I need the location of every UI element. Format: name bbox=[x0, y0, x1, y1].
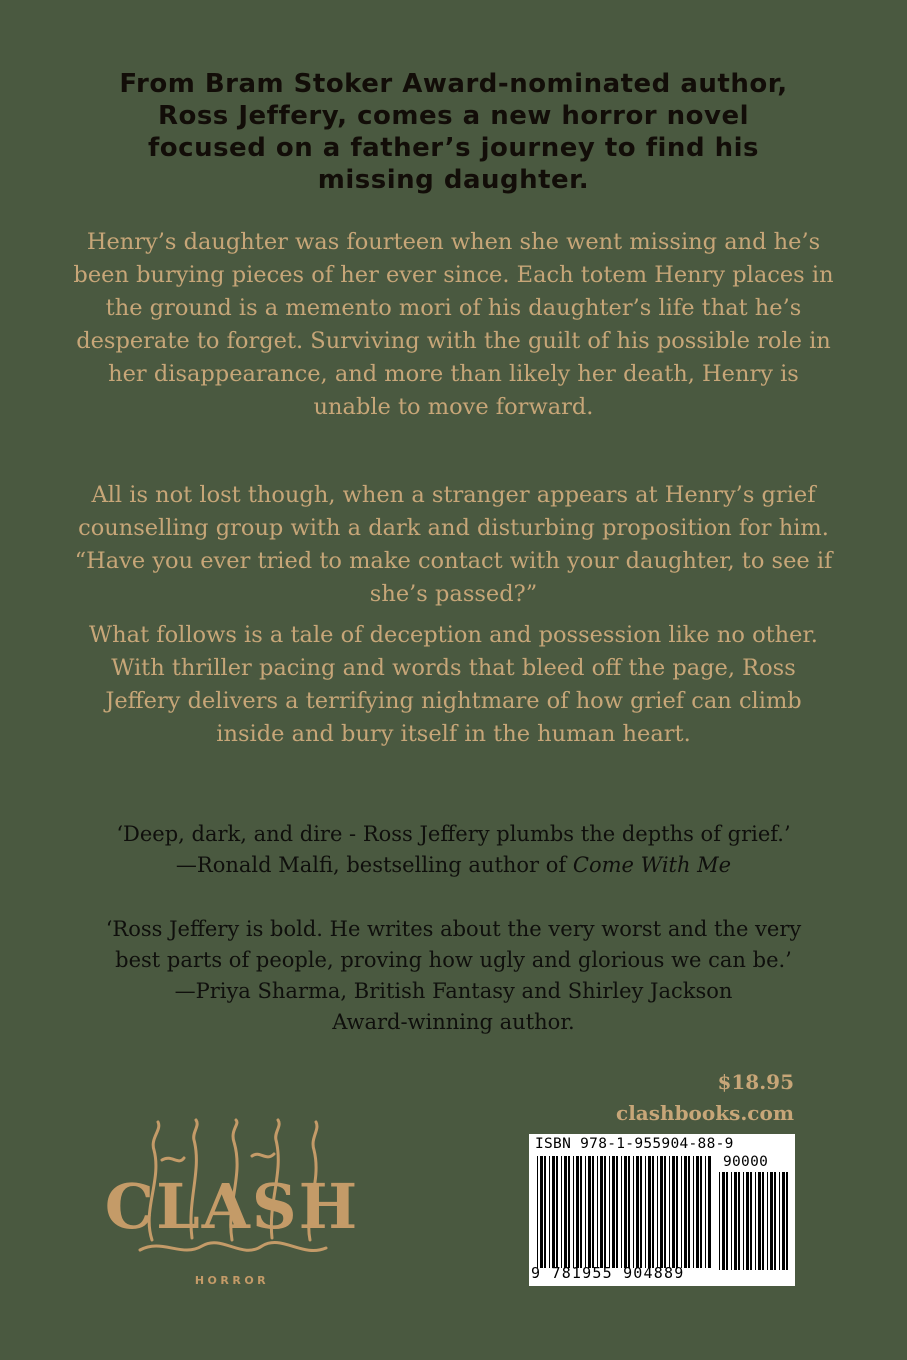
barcode-bar bbox=[612, 1156, 615, 1268]
blurb-line: she’s passed?” bbox=[369, 581, 538, 607]
barcode-bar bbox=[684, 1156, 687, 1268]
barcode-bar bbox=[628, 1156, 630, 1268]
barcode-bar bbox=[585, 1156, 586, 1268]
barcode-bar bbox=[660, 1156, 663, 1268]
barcode-bar bbox=[552, 1156, 555, 1268]
blurb-line: With thriller pacing and words that bleed off the page, Ross bbox=[111, 655, 796, 681]
barcode-bar bbox=[645, 1156, 646, 1268]
book-title: Come With Me bbox=[572, 853, 732, 877]
price: $18.95 bbox=[717, 1070, 794, 1094]
barcode-bar bbox=[705, 1156, 706, 1268]
headline-line: focused on a father’s journey to find his bbox=[147, 133, 760, 163]
quote-attribution: —Priya Sharma, British Fantasy and Shirley Jackson bbox=[174, 979, 733, 1003]
blurb-line: desperate to forget. Surviving with the guilt of his possible role in bbox=[76, 328, 831, 354]
barcode-bar bbox=[573, 1156, 574, 1268]
ean-digits: 9 781955 904889 bbox=[531, 1264, 685, 1282]
barcode-bar bbox=[746, 1172, 749, 1270]
blurb-line: Henry’s daughter was fourteen when she went missing and he’s bbox=[86, 229, 821, 255]
price-addon-number: 90000 bbox=[723, 1154, 769, 1170]
logo-wordmark: CLASH bbox=[104, 1170, 360, 1243]
barcode-bar bbox=[648, 1156, 651, 1268]
barcode-bar bbox=[750, 1172, 752, 1270]
barcode-bar bbox=[624, 1156, 627, 1268]
clash-logo-icon bbox=[104, 1120, 360, 1270]
barcode-bar bbox=[722, 1172, 725, 1270]
barcode-bar bbox=[770, 1172, 773, 1270]
barcode-bar bbox=[537, 1156, 538, 1268]
blurb-line: counselling group with a dark and disturbing proposition for him. bbox=[78, 515, 829, 541]
barcode-bar bbox=[758, 1172, 761, 1270]
barcode-bar bbox=[681, 1156, 682, 1268]
barcode-bar bbox=[652, 1156, 654, 1268]
barcode-bar bbox=[588, 1156, 591, 1268]
quote-line: best parts of people, proving how ugly and glorious we can be.’ bbox=[115, 948, 792, 972]
addon-bars bbox=[719, 1172, 789, 1270]
barcode-bar bbox=[540, 1156, 543, 1268]
quote-line: ‘Ross Jeffery is bold. He writes about the very worst and the very bbox=[105, 917, 802, 941]
blurb-line: Jeffery delivers a terrifying nightmare of how grief can climb bbox=[105, 688, 802, 714]
barcode-bar bbox=[743, 1172, 744, 1270]
ean-bars bbox=[537, 1156, 713, 1268]
review-quote-1 bbox=[60, 819, 847, 881]
barcode-bar bbox=[636, 1156, 639, 1268]
blurb-line: “Have you ever tried to make contact with your daughter, to see if bbox=[74, 548, 833, 574]
barcode-bar bbox=[767, 1172, 768, 1270]
barcode-bar bbox=[564, 1156, 567, 1268]
barcode-bar bbox=[580, 1156, 582, 1268]
barcode-bar bbox=[544, 1156, 546, 1268]
barcode-bar bbox=[592, 1156, 594, 1268]
barcode-bar bbox=[676, 1156, 678, 1268]
barcode-bar bbox=[700, 1156, 702, 1268]
barcode-bar bbox=[708, 1156, 711, 1268]
barcode-bar bbox=[719, 1172, 720, 1270]
isbn-barcode bbox=[529, 1134, 795, 1286]
headline-line: From Bram Stoker Award-nominated author, bbox=[119, 69, 788, 99]
barcode-bar bbox=[688, 1156, 690, 1268]
blurb-paragraph-1 bbox=[70, 226, 837, 424]
barcode-bar bbox=[568, 1156, 570, 1268]
headline-line: missing daughter. bbox=[317, 165, 590, 195]
barcode-bar bbox=[726, 1172, 728, 1270]
barcode-bar bbox=[604, 1156, 606, 1268]
barcode-bar bbox=[657, 1156, 658, 1268]
barcode-bar bbox=[786, 1172, 788, 1270]
barcode-bar bbox=[755, 1172, 756, 1270]
barcode-bar bbox=[576, 1156, 579, 1268]
barcode-bar bbox=[561, 1156, 562, 1268]
barcode-bar bbox=[779, 1172, 780, 1270]
barcode-bar bbox=[556, 1156, 558, 1268]
headline-line: Ross Jeffery, comes a new horror novel bbox=[157, 101, 750, 131]
quote-attribution: Award-winning author. bbox=[332, 1010, 575, 1034]
blurb-paragraph-3 bbox=[70, 619, 837, 751]
barcode-bar bbox=[600, 1156, 603, 1268]
barcode-bar bbox=[734, 1172, 737, 1270]
clash-horror-logo bbox=[104, 1120, 360, 1290]
barcode-bar bbox=[621, 1156, 622, 1268]
barcode-bar bbox=[633, 1156, 634, 1268]
blurb-line: unable to move forward. bbox=[313, 394, 594, 420]
blurb-line: the ground is a memento mori of his daughter’s life that he’s bbox=[105, 295, 802, 321]
quote-line: ‘Deep, dark, and dire - Ross Jeffery plumbs the depths of grief.’ bbox=[116, 822, 791, 846]
headline bbox=[60, 68, 847, 196]
barcode-bar bbox=[731, 1172, 732, 1270]
barcode-bar bbox=[549, 1156, 550, 1268]
barcode-bar bbox=[669, 1156, 670, 1268]
barcode-bar bbox=[774, 1172, 776, 1270]
barcode-bar bbox=[738, 1172, 740, 1270]
barcode-bar bbox=[782, 1172, 785, 1270]
review-quote-2 bbox=[60, 914, 847, 1038]
barcode-bar bbox=[597, 1156, 598, 1268]
barcode-bar bbox=[664, 1156, 666, 1268]
quote-attribution bbox=[60, 850, 847, 881]
barcode-bar bbox=[693, 1156, 694, 1268]
blurb-line: inside and bury itself in the human heart. bbox=[216, 721, 691, 747]
blurb-line: All is not lost though, when a stranger appears at Henry’s grief bbox=[91, 482, 816, 508]
barcode-bar bbox=[696, 1156, 699, 1268]
blurb-line: her disappearance, and more than likely her death, Henry is bbox=[108, 361, 799, 387]
blurb-paragraph-2 bbox=[70, 479, 837, 611]
barcode-bar bbox=[672, 1156, 675, 1268]
attribution-text: —Ronald Malfi, bestselling author of bbox=[175, 853, 573, 877]
blurb-line: What follows is a tale of deception and possession like no other. bbox=[89, 622, 818, 648]
blurb-line: been burying pieces of her ever since. Each totem Henry places in bbox=[73, 262, 834, 288]
logo-subtitle: HORROR bbox=[194, 1274, 270, 1287]
website: clashbooks.com bbox=[616, 1101, 794, 1125]
barcode-bar bbox=[640, 1156, 642, 1268]
barcode-bar bbox=[609, 1156, 610, 1268]
isbn-text: ISBN 978-1-955904-88-9 bbox=[535, 1136, 734, 1152]
barcode-bar bbox=[616, 1156, 618, 1268]
barcode-bar bbox=[762, 1172, 764, 1270]
